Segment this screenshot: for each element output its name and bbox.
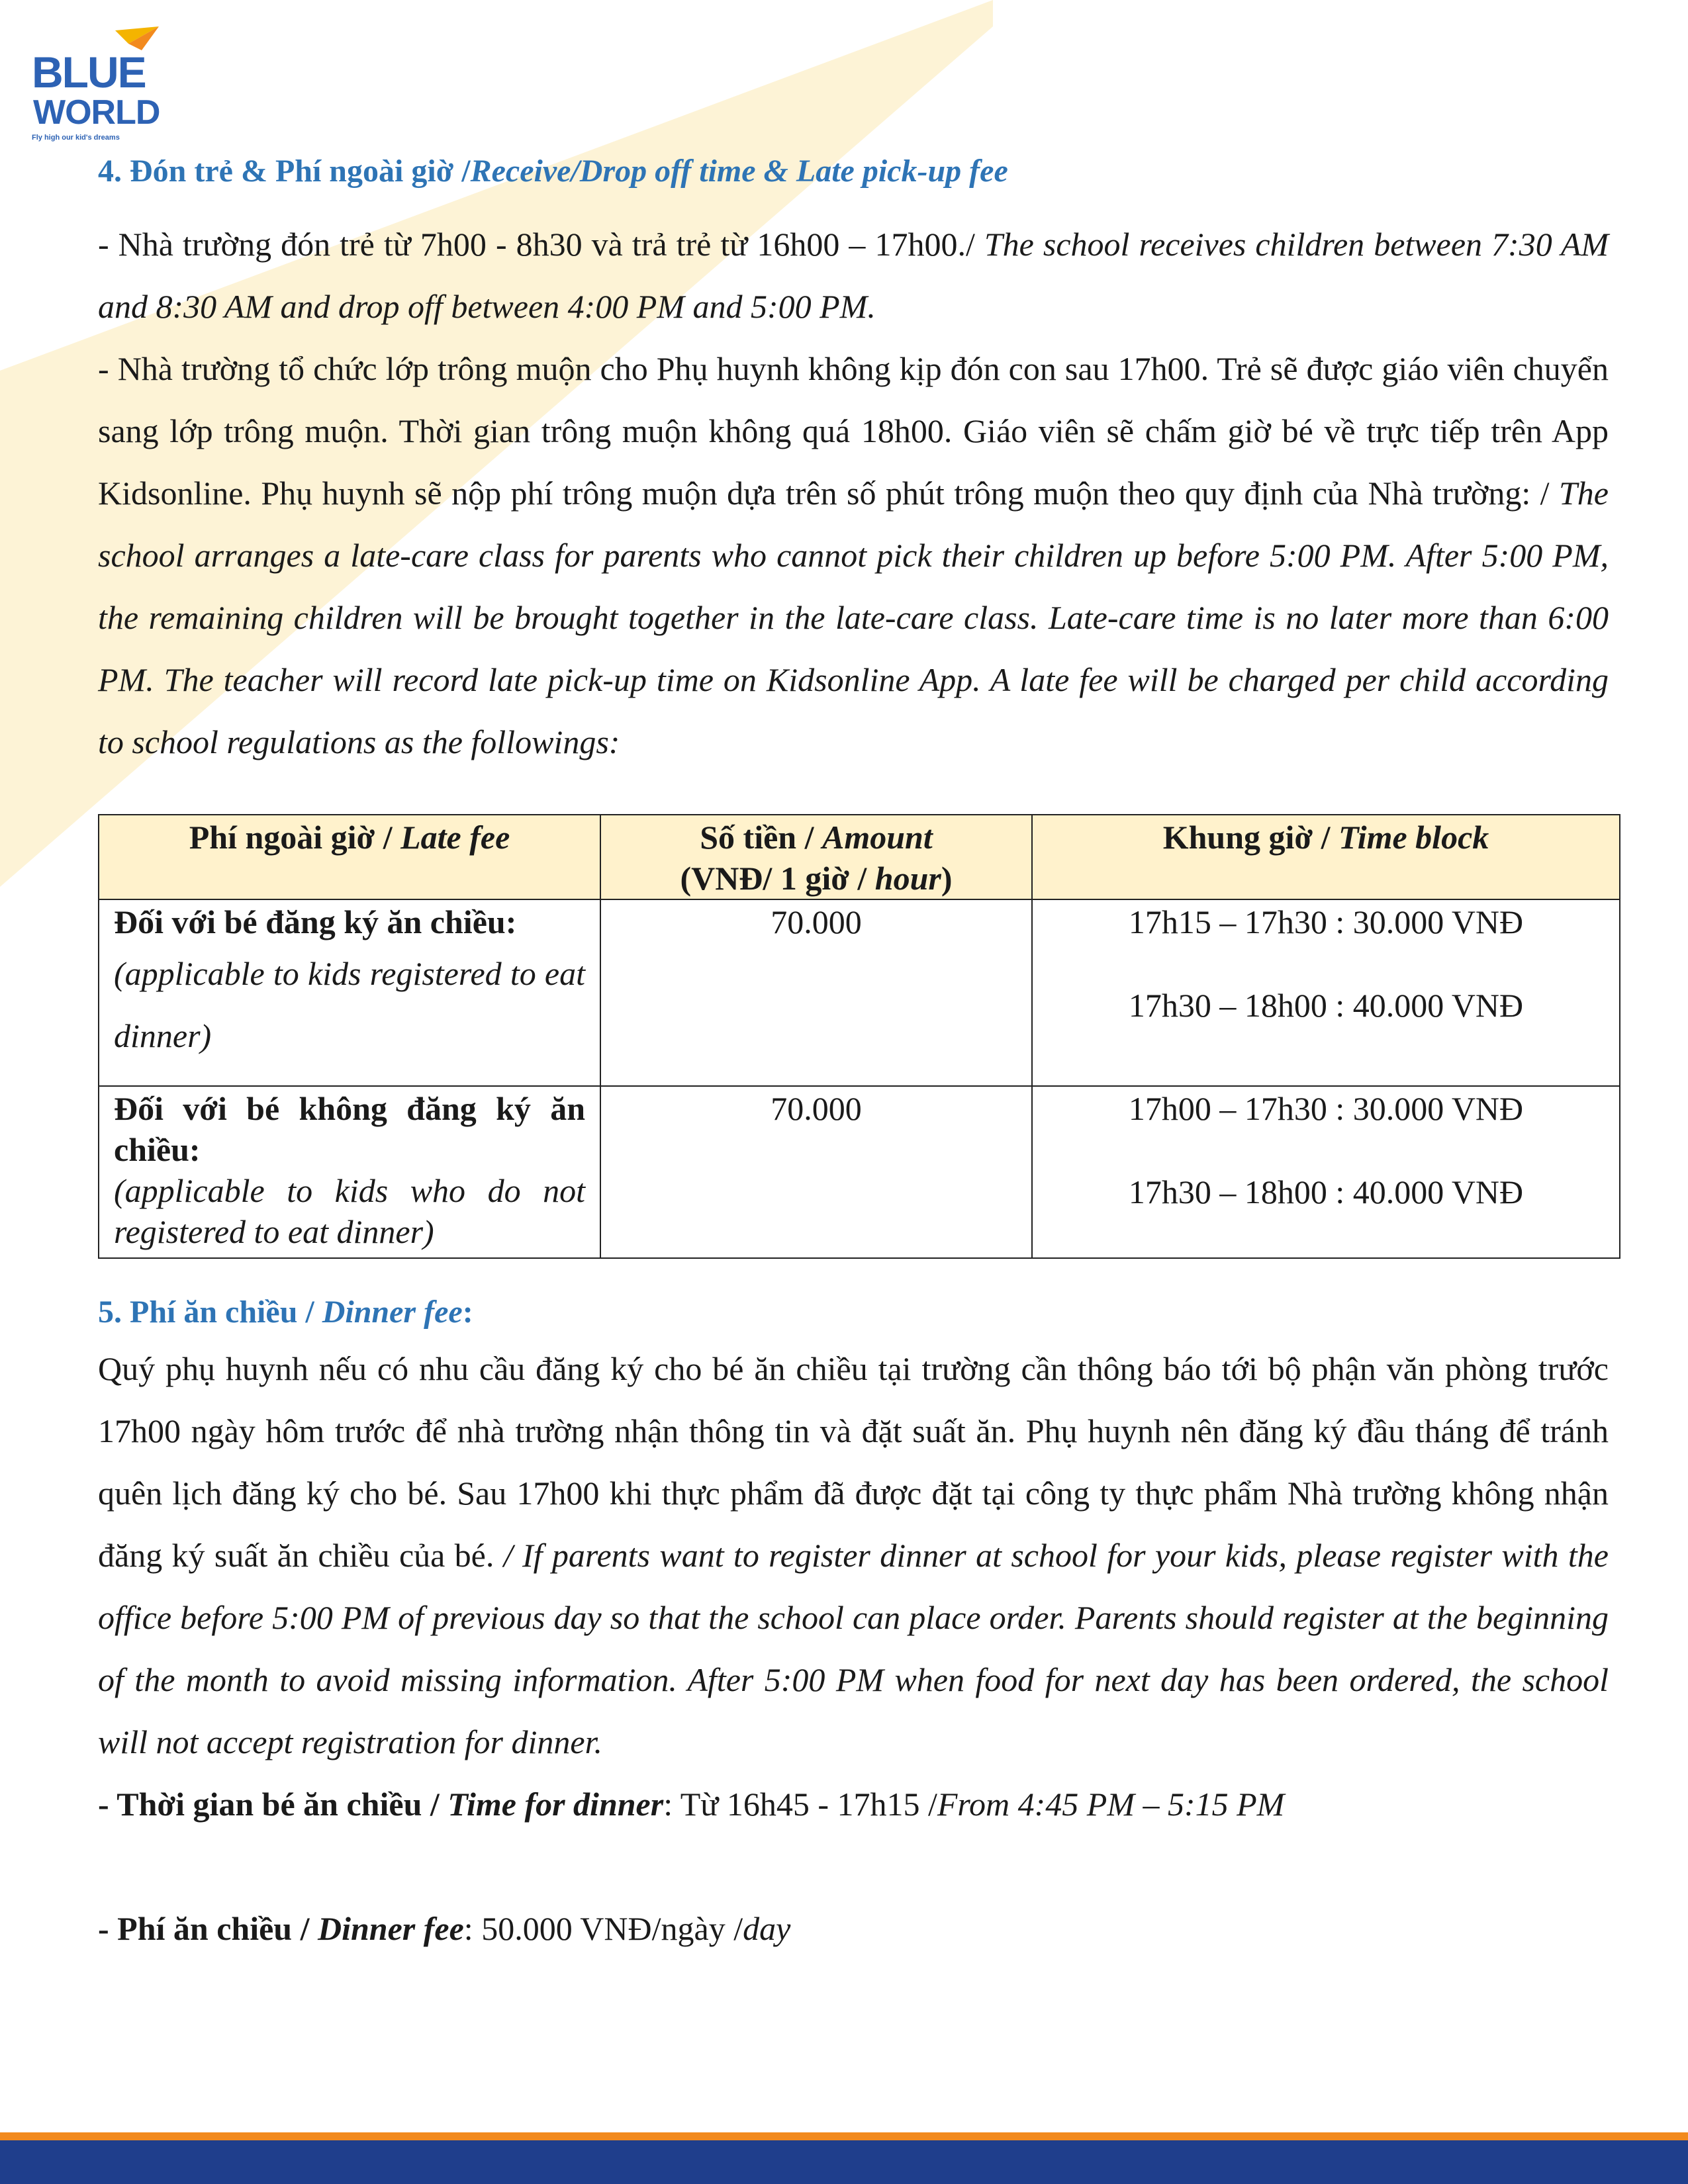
table-header-row: [99, 815, 1620, 899]
table-row: [99, 899, 1620, 1086]
section4-heading-en: Receive/Drop off time & Late pick-up fee: [470, 154, 1008, 189]
header-late-fee: [99, 815, 600, 899]
section4-paragraph-2: [98, 338, 1609, 773]
header-time-block: [1032, 815, 1620, 899]
spacer: [98, 1835, 1609, 1897]
time-block: 17h00 – 17h30 : 30.000 VNĐ: [1128, 1089, 1524, 1127]
row-sublabel: (applicable to kids who do not registered to eat dinner): [114, 1171, 585, 1250]
dinner-fee-value-en: day: [743, 1910, 791, 1948]
row-time-blocks: [1032, 899, 1620, 1086]
time-block: 17h30 – 18h00 : 40.000 VNĐ: [1128, 1173, 1524, 1210]
logo-tagline: Fly high our kid's dreams: [32, 134, 120, 142]
header-late-fee-en: Late fee: [400, 818, 510, 856]
header-amount-vi: Số tiền /: [700, 818, 822, 856]
row-label-cell: [99, 1086, 600, 1258]
row-label-cell: [99, 899, 600, 1086]
footer-orange-stripe: [0, 2132, 1688, 2140]
blue-world-logo: [29, 24, 162, 150]
header-amount-unit-en: hour: [874, 859, 941, 897]
header-amount-unit-vi: (VNĐ/ 1 giờ /: [680, 859, 875, 897]
section4-heading: [98, 152, 1609, 191]
header-time-block-en: Time block: [1338, 818, 1489, 856]
time-block: 17h30 – 18h00 : 40.000 VNĐ: [1128, 986, 1524, 1024]
late-fee-table: [98, 814, 1620, 1259]
section5-heading: [98, 1293, 1609, 1332]
logo-line2: WORLD: [33, 93, 160, 132]
dinner-time-value-vi: : Từ 16h45 - 17h15 /: [663, 1786, 937, 1823]
section5-heading-end: :: [462, 1294, 473, 1330]
header-amount: [600, 815, 1032, 899]
section5-p1-vi: Quý phụ huynh nếu có nhu cầu đăng ký cho bé ăn chiều tại trường cần thông báo tới bộ phận văn phòng trước 17h00 ngày hôm trước để nhà trường nhận thông tin và đặt suất ăn. Phụ huynh nên đăng ký đầu tháng để tránh quên lịch đăng ký cho bé. Sau 17h00 khi thực phẩm đã được đặt tại công ty thực phẩm Nhà trường không nhận đăng ký suất ăn chiều của bé.: [98, 1350, 1609, 1574]
header-time-block-vi: Khung giờ /: [1162, 818, 1339, 856]
header-amount-unit-end: ): [941, 859, 953, 897]
row-time-blocks: [1032, 1086, 1620, 1258]
header-late-fee-vi: Phí ngoài giờ /: [189, 818, 401, 856]
row-amount: 70.000: [600, 1086, 1032, 1258]
dinner-time-line: [98, 1773, 1609, 1835]
time-block: 17h15 – 17h30 : 30.000 VNĐ: [1128, 903, 1524, 940]
footer-blue-bar: [0, 2140, 1688, 2184]
dinner-time-label-vi: - Thời gian bé ăn chiều /: [98, 1786, 448, 1823]
section5-heading-en: Dinner fee: [322, 1294, 463, 1330]
section5-paragraph-1: [98, 1338, 1609, 1773]
section4-heading-vi: 4. Đón trẻ & Phí ngoài giờ /: [98, 154, 471, 189]
dinner-time-value-en: From 4:45 PM – 5:15 PM: [937, 1786, 1285, 1823]
dinner-time-label-en: Time for dinner: [447, 1786, 664, 1823]
dinner-fee-line: [98, 1897, 1609, 1960]
section4-p2-en: The school arranges a late-care class for parents who cannot pick their children up before 5:00 PM. After 5:00 PM, the remaining children will be brought together in the late-care class. Late-care time is no later more than 6:00 PM. The teacher will record late pick-up time on Kidsonline App. A late fee will be charged per child according to school regulations as the followings:: [98, 474, 1609, 760]
dinner-fee-value-vi: : 50.000 VNĐ/ngày /: [463, 1910, 743, 1948]
section-dinner-fee: [98, 1293, 1609, 1960]
section4-p2-vi: - Nhà trường tổ chức lớp trông muộn cho Phụ huynh không kịp đón con sau 17h00. Trẻ sẽ được giáo viên chuyển sang lớp trông muộn. Thời gian trông muộn không quá 18h00. Giáo viên sẽ chấm giờ bé về trực tiếp trên App Kidsonline. Phụ huynh sẽ nộp phí trông muộn dựa trên số phút trông muộn theo quy định của Nhà trường: /: [98, 349, 1609, 512]
section4-p1-en: The school receives children between 7:30 AM and 8:30 AM and drop off between 4:00 PM and 5:00 PM.: [98, 225, 1609, 325]
section4-paragraph-1: [98, 213, 1609, 338]
logo-line1: BLUE: [32, 48, 146, 97]
dinner-fee-label-en: Dinner fee: [317, 1910, 464, 1948]
section4-p1-vi: - Nhà trường đón trẻ từ 7h00 - 8h30 và trả trẻ từ 16h00 – 17h00./: [98, 225, 984, 263]
section-late-pickup: [98, 152, 1609, 773]
table-row: [99, 1086, 1620, 1258]
section5-heading-vi: 5. Phí ăn chiều /: [98, 1294, 322, 1330]
section5-p1-en: / If parents want to register dinner at school for your kids, please register with the office before 5:00 PM of previous day so that the school can place order. Parents should register at the beginning of the month to avoid missing information. After 5:00 PM when food for next day has been ordered, the school will not accept registration for dinner.: [98, 1537, 1609, 1761]
row-sublabel: (applicable to kids registered to eat dinner): [114, 954, 585, 1054]
dinner-fee-label-vi: - Phí ăn chiều /: [98, 1910, 318, 1948]
row-label: Đối với bé đăng ký ăn chiều:: [114, 903, 517, 940]
document-content: [98, 152, 1609, 1960]
row-amount: 70.000: [600, 899, 1032, 1086]
row-label: Đối với bé không đăng ký ăn chiều:: [114, 1089, 585, 1168]
header-amount-en: Amount: [822, 818, 933, 856]
